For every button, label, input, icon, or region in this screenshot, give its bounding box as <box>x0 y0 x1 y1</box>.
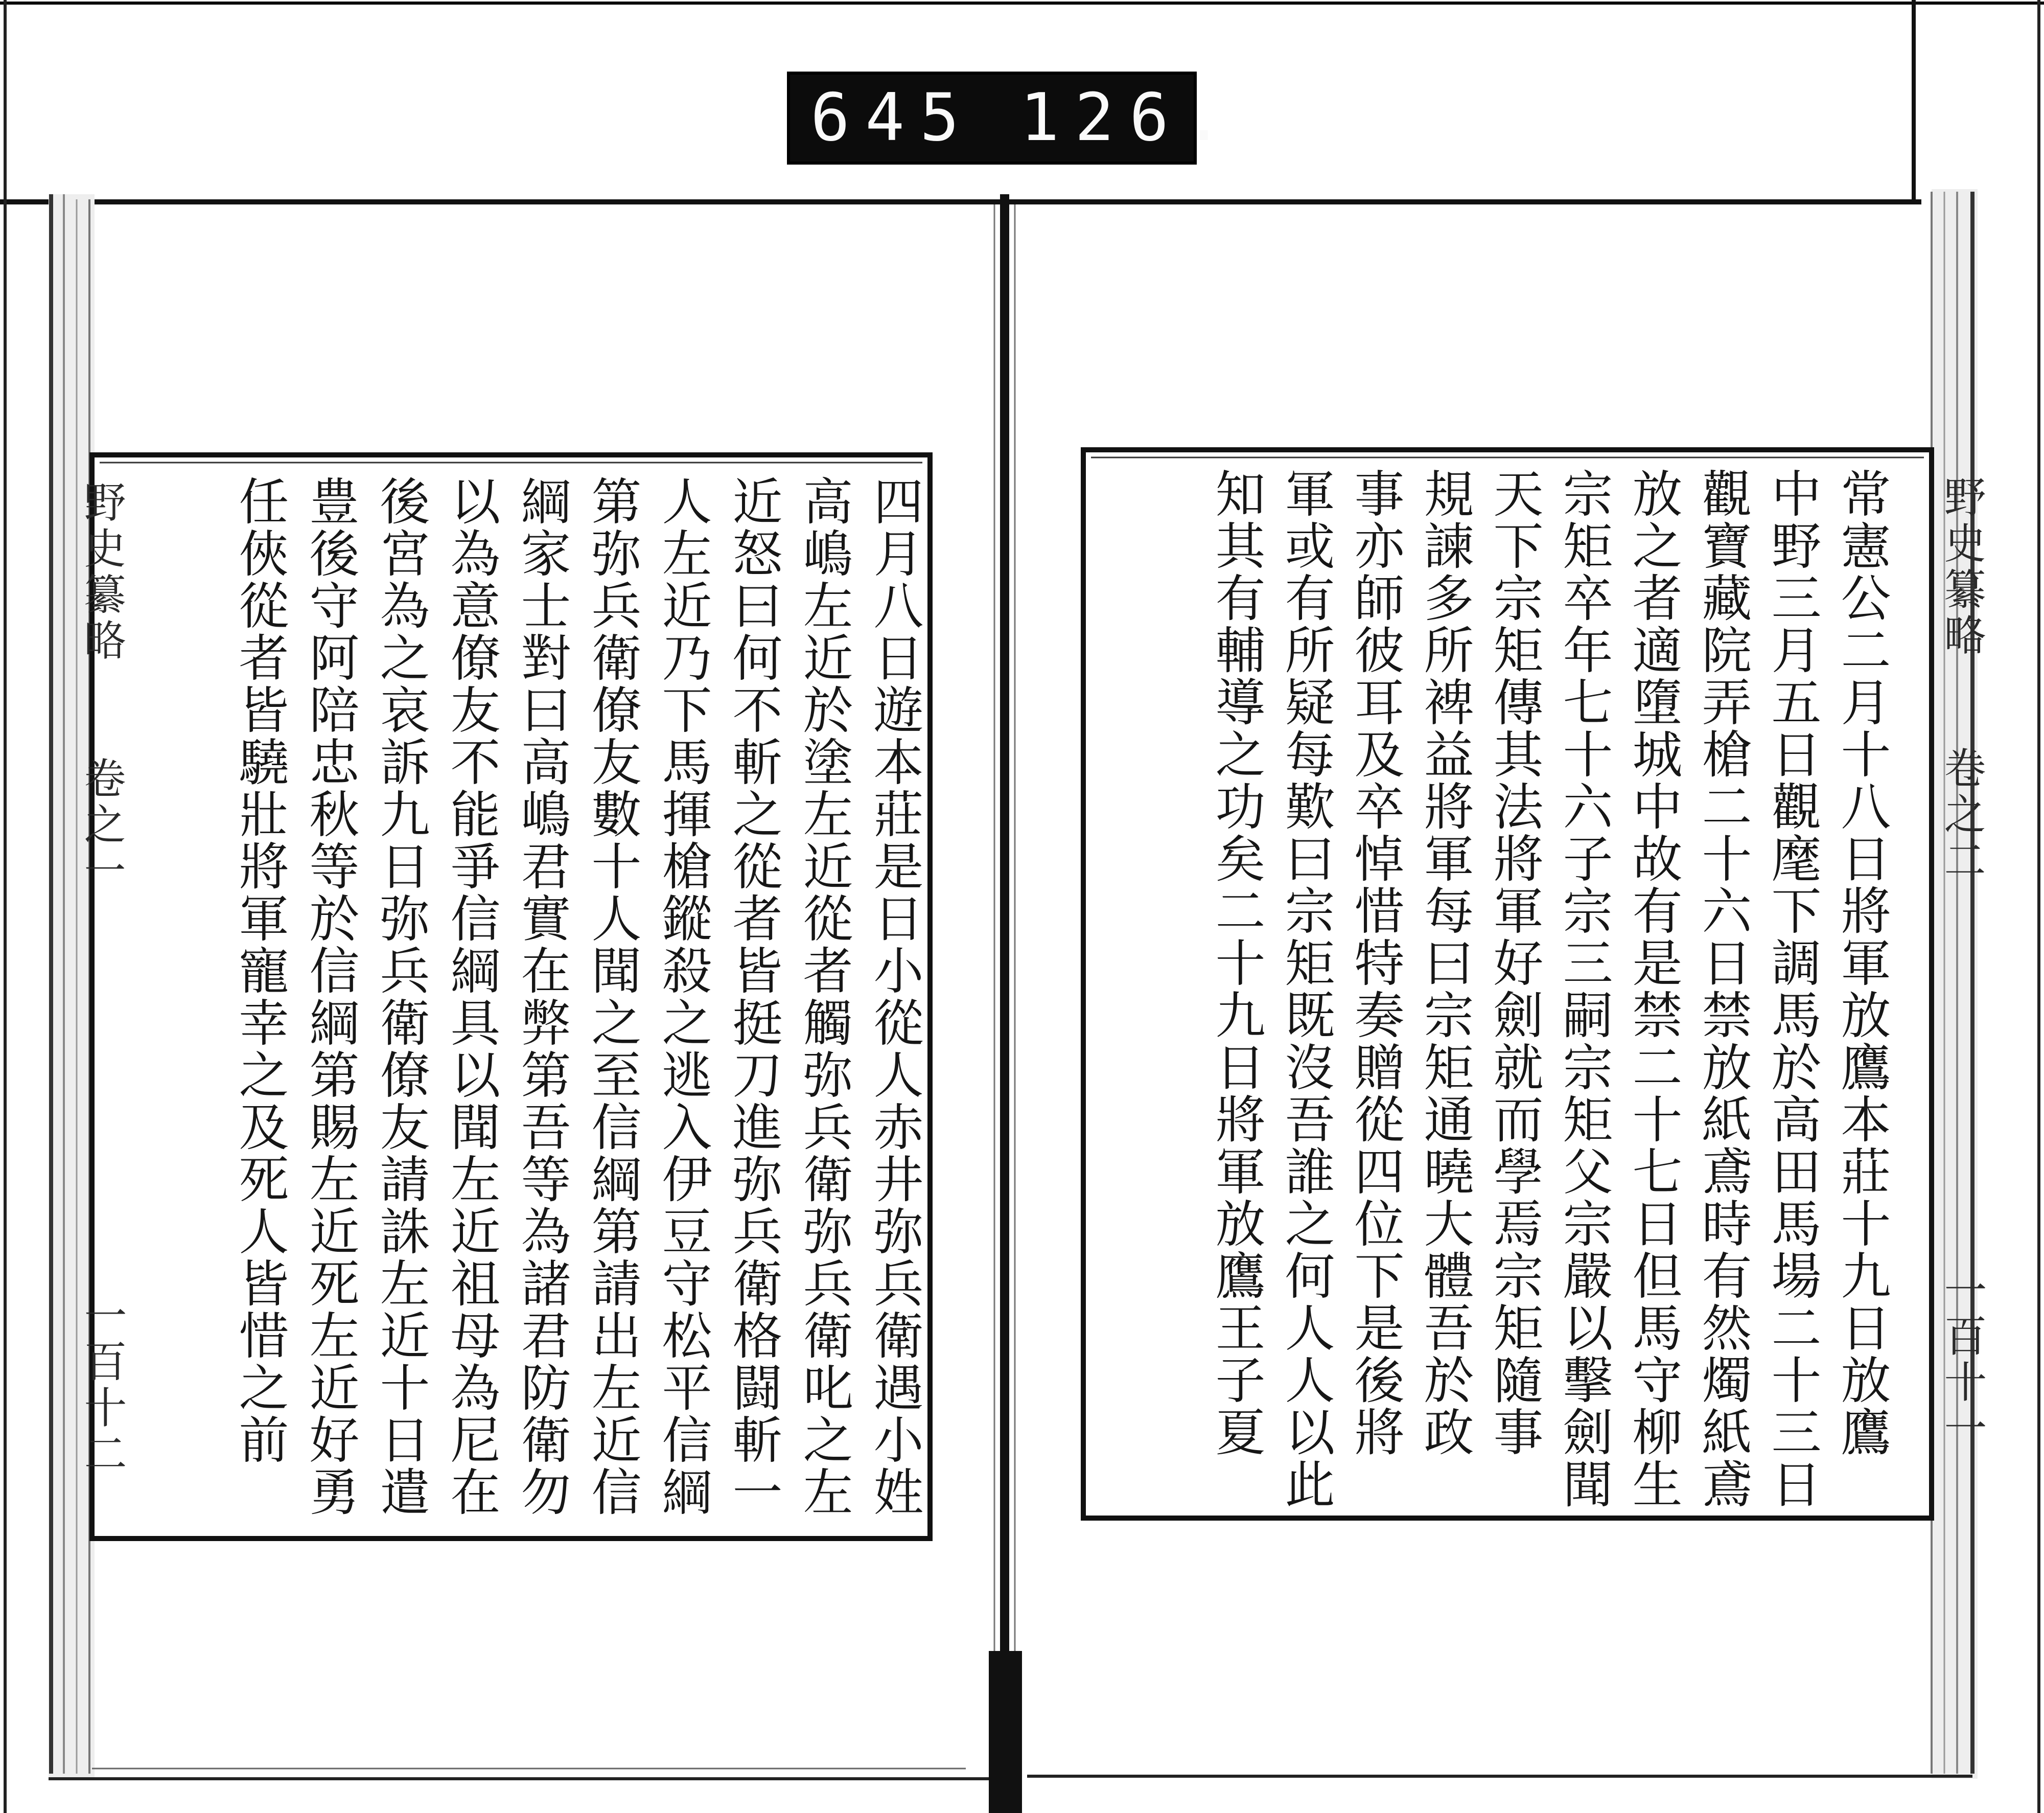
film-frame-number-left: 645 <box>810 80 975 156</box>
right-column-3: 觀寶藏院弄槍二十六日禁放紙鳶時有然燭紙鳶 <box>1693 468 1752 1510</box>
right-margin-volume: 卷之二 <box>1937 746 1986 884</box>
left-column-10: 任俠從者皆驍壯將軍寵幸之及死人皆惜之前 <box>230 475 289 1466</box>
right-margin-book-title: 野史纂略 <box>1937 475 1986 659</box>
right-column-6: 天下宗矩傳其法將軍好劍就而學焉宗矩隨事 <box>1485 468 1543 1458</box>
left-column-2: 高嶋左近於塗左近從者觸弥兵衛弥兵衛叱之左 <box>795 475 853 1518</box>
film-frame-label <box>787 72 1239 165</box>
left-column-9: 豊後守阿陪忠秋等於信綱第賜左近死左近好勇 <box>301 475 359 1518</box>
right-column-1: 常憲公二月十八日將軍放鷹本莊十九日放鷹 <box>1832 468 1891 1458</box>
right-column-9: 軍或有所疑每歎曰宗矩既沒吾誰之何人人以此 <box>1276 468 1335 1510</box>
left-column-8: 後宮為之哀訴九日弥兵衛僚友請誅左近十日遣 <box>371 475 430 1518</box>
left-margin-volume: 卷之一 <box>77 756 126 894</box>
left-column-1: 四月八日遊本莊是日小從人赤井弥兵衛遇小姓 <box>865 475 923 1518</box>
right-column-10: 知其有輔導之功矣二十九日將軍放鷹王子夏 <box>1207 468 1265 1458</box>
left-margin-folio: 一百十二 <box>77 1293 127 1477</box>
right-margin-folio: 一百十一 <box>1937 1268 1987 1452</box>
left-margin-book-title: 野史纂略 <box>77 480 126 664</box>
left-column-5: 第弥兵衛僚友數十人聞之至信綱第請出左近信 <box>583 475 641 1518</box>
left-column-7: 以為意僚友不能爭信綱具以聞左近祖母為尼在 <box>442 475 500 1518</box>
left-column-6: 綱家士對曰高嶋君實在弊第吾等為諸君防衛勿 <box>513 475 571 1518</box>
right-page-text-block <box>1091 468 1924 1513</box>
right-column-2: 中野三月五日觀麾下調馬於高田馬場二十三日 <box>1763 468 1821 1510</box>
film-frame-number-right: 126. <box>1020 80 1239 156</box>
left-column-3: 近怒曰何不斬之從者皆挺刀進弥兵衛格闘斬一 <box>724 475 782 1518</box>
right-column-4: 放之者適墮城中故有是禁二十七日但馬守柳生 <box>1624 468 1682 1510</box>
left-page-text-block <box>97 475 925 1533</box>
right-column-7: 規諫多所裨益將軍每曰宗矩通曉大體吾於政 <box>1415 468 1474 1458</box>
left-column-4: 人左近乃下馬揮槍鏦殺之逃入伊豆守松平信綱 <box>654 475 712 1518</box>
right-column-5: 宗矩卒年七十六子宗三嗣宗矩父宗嚴以擊劍聞 <box>1554 468 1613 1510</box>
right-column-8: 事亦師彼耳及卒悼惜特奏贈從四位下是後將 <box>1346 468 1404 1458</box>
